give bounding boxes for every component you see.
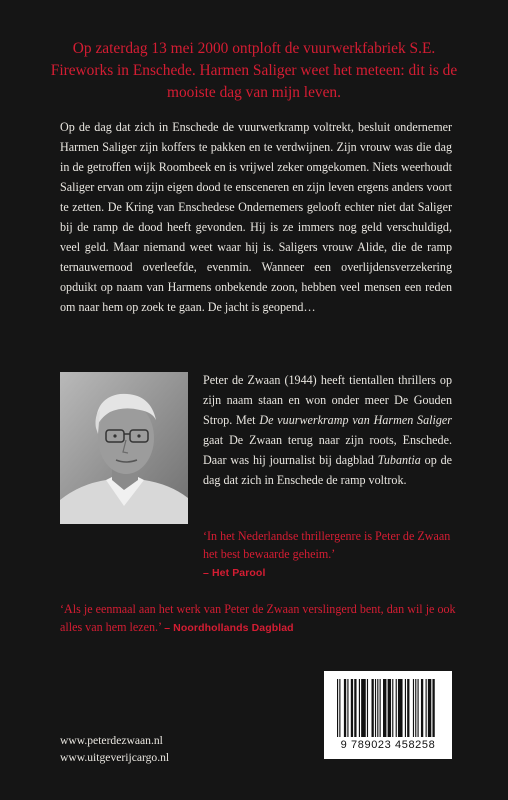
review-source: – Het Parool (203, 567, 266, 579)
barcode-bars-icon (337, 679, 439, 737)
review-source: – Noordhollands Dagblad (164, 622, 294, 634)
bio-text-2: gaat De Zwaan terug naar zijn roots, Enschede. Daar was hij journalist bij dagblad (203, 433, 452, 467)
author-bio (203, 370, 452, 490)
review-parool (203, 527, 458, 582)
tagline: Op zaterdag 13 mei 2000 ontploft de vuurwerkfabriek S.E. Fireworks in Enschede. Harmen Saliger weet het meteen: dit is de mooiste dag van mijn leven. (50, 40, 458, 101)
review-noordhollands-dagblad (60, 600, 460, 637)
bio-text-3: op de dag dat zich in Enschede de ramp voltrok. (203, 453, 452, 487)
review-quote: ‘Als je eenmaal aan het werk van Peter de Zwaan verslingerd bent, dan wil je ook alles van hem lezen.’ (60, 602, 456, 634)
publisher-website-link[interactable]: www.uitgeverijcargo.nl (60, 751, 170, 764)
author-photo (60, 372, 188, 524)
bio-text-1: Peter de Zwaan (1944) heeft tientallen thrillers op zijn naam staan en won onder meer De Gouden Strop. Met (203, 373, 452, 427)
book-title: De vuurwerkramp van Harmen Saliger (259, 413, 452, 427)
author-website-link[interactable]: www.peterdezwaan.nl (60, 734, 163, 747)
review-quote: ‘In het Nederlandse thrillergenre is Peter de Zwaan het best bewaarde geheim.’ (203, 529, 451, 561)
newspaper-name: Tubantia (377, 453, 421, 467)
isbn-barcode (324, 671, 452, 759)
isbn-number: 9 789023 458258 (340, 739, 436, 751)
synopsis-text: Op de dag dat zich in Enschede de vuurwerkramp voltrekt, besluit ondernemer Harmen Saliger zijn koffers te pakken en te verdwijnen. Zijn vrouw was die dag in de getroffen wijk Roombeek en is vrijwel zeker omgekomen. Niets weerhoudt Saliger ervan om zijn eigen dood te ensceneren en zijn leven ergens anders voort te zetten. De Kring van Enschedese Ondernemers gelooft echter niet dat Saliger bij de ramp de dood heeft gevonden. Hij is ze immers nog geld verschuldigd, veel geld. Maar niemand weet waar hij is. Saligers vrouw Alide, die de ramp ternauwernood overleefde, evenmin. Wanneer een overlijdensverzekering opduikt op naam van Harmens onbekende zoon, hebben veel mensen een reden om naar hem op zoek te gaan. De jacht is geopend… (60, 120, 452, 314)
